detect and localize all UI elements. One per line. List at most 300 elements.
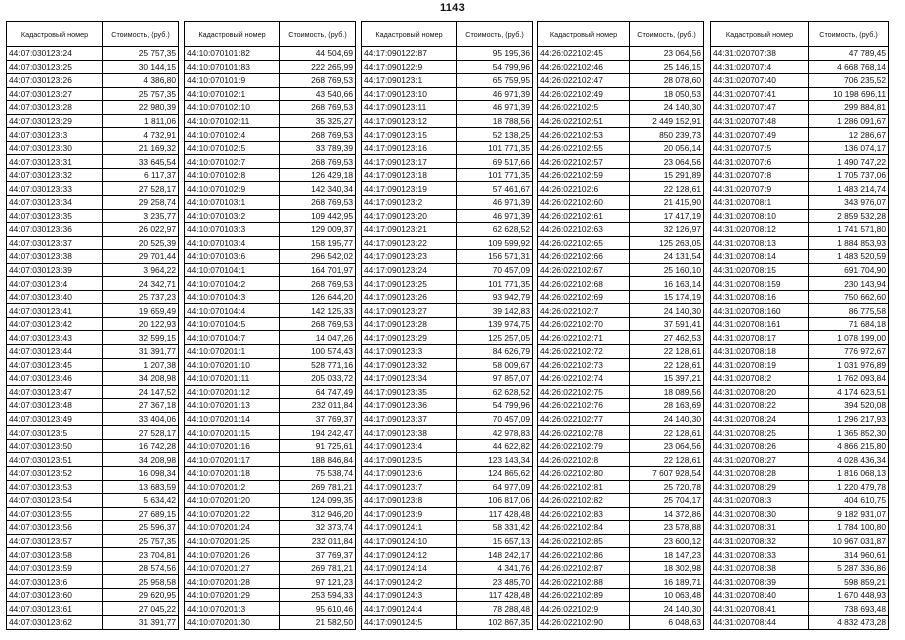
cadastral-number: 44:07:030123:52	[7, 466, 103, 480]
cadastral-number: 44:26:022102:46	[538, 60, 630, 74]
table-row	[711, 615, 889, 629]
table-row	[362, 615, 533, 629]
cost-table-3	[361, 21, 533, 630]
cost-value: 222 265,99	[280, 60, 356, 74]
cadastral-header: Кадастровый номер	[538, 22, 630, 47]
table-row	[362, 494, 533, 508]
cost-value: 15 397,21	[630, 372, 704, 386]
table-row	[362, 507, 533, 521]
cost-value: 296 542,02	[280, 250, 356, 264]
cost-value: 20 056,14	[630, 141, 704, 155]
table-row	[362, 74, 533, 88]
cadastral-number: 44:17:090123:7	[362, 480, 457, 494]
cost-value: 91 725,61	[280, 439, 356, 453]
cadastral-number: 44:26:022102:75	[538, 385, 630, 399]
cadastral-number: 44:17:090123:1	[362, 74, 457, 88]
cadastral-number: 44:17:090123:18	[362, 168, 457, 182]
cadastral-number: 44:17:090124:3	[362, 588, 457, 602]
cost-value: 25 160,10	[630, 263, 704, 277]
cost-value: 29 620,95	[103, 588, 179, 602]
table-row	[362, 521, 533, 535]
table-row	[538, 494, 704, 508]
cost-value: 598 859,21	[809, 575, 889, 589]
table-row	[711, 358, 889, 372]
table-row	[362, 223, 533, 237]
cost-value: 27 528,17	[103, 426, 179, 440]
cost-value: 205 033,72	[280, 372, 356, 386]
cadastral-number: 44:17:090123:34	[362, 372, 457, 386]
cadastral-number: 44:07:030123:44	[7, 345, 103, 359]
table-row	[362, 385, 533, 399]
table-row	[538, 615, 704, 629]
cost-value: 4 732,91	[103, 128, 179, 142]
cost-value: 32 599,15	[103, 331, 179, 345]
cost-value: 268 769,53	[280, 317, 356, 331]
table-row	[711, 155, 889, 169]
cadastral-number: 44:31:020708:38	[711, 561, 809, 575]
cadastral-number: 44:07:030123:25	[7, 60, 103, 74]
cadastral-number: 44:07:030123:43	[7, 331, 103, 345]
cost-value: 691 704,90	[809, 263, 889, 277]
cadastral-number: 44:26:022102:9	[538, 602, 630, 616]
table-row	[7, 290, 179, 304]
cadastral-number: 44:07:030123:5	[7, 426, 103, 440]
cost-value: 268 769,53	[280, 101, 356, 115]
cost-value: 126 429,18	[280, 168, 356, 182]
cost-value: 158 195,77	[280, 236, 356, 250]
cadastral-number: 44:07:030123:53	[7, 480, 103, 494]
cost-value: 44 622,82	[457, 439, 533, 453]
cost-value: 269 781,21	[280, 561, 356, 575]
table-row	[185, 345, 356, 359]
cadastral-number: 44:10:070201:26	[185, 548, 280, 562]
table-row	[7, 304, 179, 318]
cost-value: 33 789,39	[280, 141, 356, 155]
table-row	[362, 250, 533, 264]
cadastral-number: 44:07:030123:29	[7, 114, 103, 128]
table-row	[362, 534, 533, 548]
cadastral-number: 44:17:090124:12	[362, 548, 457, 562]
table-row	[362, 331, 533, 345]
table-row	[185, 412, 356, 426]
table-row	[7, 412, 179, 426]
cost-value: 109 599,92	[457, 236, 533, 250]
table-row	[362, 277, 533, 291]
cost-value: 32 126,97	[630, 223, 704, 237]
cost-value: 27 689,15	[103, 507, 179, 521]
table-row	[711, 412, 889, 426]
cost-value: 142 340,34	[280, 182, 356, 196]
cadastral-number: 44:10:070201:22	[185, 507, 280, 521]
cadastral-number: 44:10:070201:13	[185, 399, 280, 413]
table-row	[711, 534, 889, 548]
table-row	[711, 372, 889, 386]
table-row	[538, 155, 704, 169]
cadastral-number: 44:17:090123:8	[362, 494, 457, 508]
table-row	[7, 507, 179, 521]
cost-value: 109 442,95	[280, 209, 356, 223]
table-row	[538, 141, 704, 155]
cadastral-number: 44:07:030123:48	[7, 399, 103, 413]
cadastral-number: 44:31:020707:41	[711, 87, 809, 101]
cadastral-number: 44:10:070102:5	[185, 141, 280, 155]
table-row	[711, 47, 889, 61]
cadastral-number: 44:07:030123:33	[7, 182, 103, 196]
cost-value: 65 759,95	[457, 74, 533, 88]
cadastral-number: 44:17:090123:12	[362, 114, 457, 128]
table-row	[362, 141, 533, 155]
cadastral-number: 44:10:070104:7	[185, 331, 280, 345]
cadastral-number: 44:10:070104:3	[185, 290, 280, 304]
cost-value: 18 050,53	[630, 87, 704, 101]
cadastral-number: 44:17:090123:2	[362, 196, 457, 210]
table-row	[711, 209, 889, 223]
cadastral-number: 44:07:030123:47	[7, 385, 103, 399]
cost-value: 13 683,59	[103, 480, 179, 494]
cadastral-number: 44:31:020708:28	[711, 466, 809, 480]
cost-value: 124 865,62	[457, 466, 533, 480]
cadastral-number: 44:26:022102:53	[538, 128, 630, 142]
table-row	[7, 209, 179, 223]
cadastral-number: 44:17:090123:35	[362, 385, 457, 399]
table-row	[185, 141, 356, 155]
cost-value: 194 242,47	[280, 426, 356, 440]
cadastral-number: 44:31:020708:161	[711, 317, 809, 331]
cadastral-number: 44:10:070201:17	[185, 453, 280, 467]
cadastral-number: 44:17:090124:2	[362, 575, 457, 589]
cost-value: 29 258,74	[103, 196, 179, 210]
table-row	[362, 60, 533, 74]
cost-value: 5 287 336,86	[809, 561, 889, 575]
table-row	[7, 128, 179, 142]
table-row	[538, 223, 704, 237]
header-row	[711, 22, 889, 47]
cost-value: 62 628,52	[457, 385, 533, 399]
cost-value: 706 235,52	[809, 74, 889, 88]
table-row	[362, 399, 533, 413]
table-row	[7, 588, 179, 602]
table-row	[538, 290, 704, 304]
cost-value: 124 099,35	[280, 494, 356, 508]
cadastral-number: 44:26:022102:82	[538, 494, 630, 508]
cadastral-number: 44:26:022102:89	[538, 588, 630, 602]
cost-value: 52 138,25	[457, 128, 533, 142]
table-row	[7, 575, 179, 589]
cost-value: 24 140,30	[630, 304, 704, 318]
table-row	[362, 575, 533, 589]
cadastral-number: 44:07:030123:39	[7, 263, 103, 277]
cadastral-number: 44:31:020708:31	[711, 521, 809, 535]
cost-value: 230 143,94	[809, 277, 889, 291]
table-row	[7, 521, 179, 535]
cadastral-number: 44:07:030123:37	[7, 236, 103, 250]
cost-value: 142 125,33	[280, 304, 356, 318]
table-row	[711, 87, 889, 101]
cost-value: 25 757,35	[103, 47, 179, 61]
cadastral-number: 44:26:022102:83	[538, 507, 630, 521]
cost-value: 269 781,21	[280, 480, 356, 494]
cost-value: 86 775,58	[809, 304, 889, 318]
cost-value: 126 644,20	[280, 290, 356, 304]
cost-value: 1 207,38	[103, 358, 179, 372]
cost-value: 25 757,35	[103, 87, 179, 101]
cost-value: 125 257,05	[457, 331, 533, 345]
cost-value: 26 022,97	[103, 223, 179, 237]
table-row	[185, 507, 356, 521]
table-row	[362, 345, 533, 359]
cost-value: 2 449 152,91	[630, 114, 704, 128]
cadastral-number: 44:17:090124:1	[362, 521, 457, 535]
table-row	[185, 101, 356, 115]
cost-value: 95 195,36	[457, 47, 533, 61]
cost-value: 24 140,30	[630, 602, 704, 616]
table-row	[185, 466, 356, 480]
header-row	[538, 22, 704, 47]
table-row	[7, 358, 179, 372]
cadastral-number: 44:07:030123:57	[7, 534, 103, 548]
cadastral-number: 44:31:020708:15	[711, 263, 809, 277]
table-row	[538, 101, 704, 115]
table-row	[362, 453, 533, 467]
cadastral-number: 44:10:070102:8	[185, 168, 280, 182]
cadastral-number: 44:17:090123:22	[362, 236, 457, 250]
cadastral-number: 44:10:070201:11	[185, 372, 280, 386]
cadastral-number: 44:31:020708:44	[711, 615, 809, 629]
cost-value: 1 811,06	[103, 114, 179, 128]
cadastral-number: 44:31:020707:40	[711, 74, 809, 88]
cost-value: 25 720,78	[630, 480, 704, 494]
cadastral-number: 44:17:090123:3	[362, 345, 457, 359]
table-row	[362, 480, 533, 494]
cost-value: 27 367,18	[103, 399, 179, 413]
cost-value: 156 571,31	[457, 250, 533, 264]
cadastral-number: 44:17:090123:17	[362, 155, 457, 169]
table-row	[185, 426, 356, 440]
cost-value: 4 668 768,14	[809, 60, 889, 74]
page-number: 1143	[439, 2, 466, 14]
cadastral-number: 44:10:070102:11	[185, 114, 280, 128]
cost-value: 46 971,39	[457, 101, 533, 115]
table-row	[538, 548, 704, 562]
table-row	[362, 548, 533, 562]
cost-value: 15 174,19	[630, 290, 704, 304]
cadastral-number: 44:10:070201:2	[185, 480, 280, 494]
cadastral-number: 44:07:030123:56	[7, 521, 103, 535]
table-row	[185, 521, 356, 535]
table-row	[711, 196, 889, 210]
cadastral-number: 44:07:030123:46	[7, 372, 103, 386]
cost-value: 232 011,84	[280, 399, 356, 413]
cost-header: Стоимость, (руб.)	[809, 22, 889, 47]
cost-value: 22 128,61	[630, 358, 704, 372]
table-row	[185, 494, 356, 508]
table-row	[185, 358, 356, 372]
cost-value: 25 146,15	[630, 60, 704, 74]
cadastral-number: 44:10:070201:24	[185, 521, 280, 535]
cost-value: 22 128,61	[630, 453, 704, 467]
cadastral-number: 44:10:070104:2	[185, 277, 280, 291]
cadastral-header: Кадастровый номер	[185, 22, 280, 47]
table-row	[7, 196, 179, 210]
cost-value: 750 662,60	[809, 290, 889, 304]
cadastral-number: 44:26:022102:69	[538, 290, 630, 304]
table-row	[711, 304, 889, 318]
cadastral-number: 44:10:070201:20	[185, 494, 280, 508]
cost-value: 1 784 100,80	[809, 521, 889, 535]
cadastral-number: 44:31:020707:6	[711, 155, 809, 169]
cost-value: 1 483 520,59	[809, 250, 889, 264]
cadastral-number: 44:10:070201:15	[185, 426, 280, 440]
cost-value: 312 946,20	[280, 507, 356, 521]
cost-value: 23 064,56	[630, 155, 704, 169]
table-row	[711, 250, 889, 264]
cost-header: Стоимость, (руб.)	[630, 22, 704, 47]
table-row	[711, 223, 889, 237]
cadastral-number: 44:17:090123:28	[362, 317, 457, 331]
cadastral-number: 44:17:090123:37	[362, 412, 457, 426]
cost-value: 23 064,56	[630, 47, 704, 61]
cost-value: 125 263,05	[630, 236, 704, 250]
cadastral-number: 44:26:022102:8	[538, 453, 630, 467]
cadastral-number: 44:26:022102:55	[538, 141, 630, 155]
cadastral-number: 44:07:030123:36	[7, 223, 103, 237]
cost-table-1	[6, 21, 179, 630]
cost-value: 528 771,16	[280, 358, 356, 372]
table-row	[185, 168, 356, 182]
cost-value: 2 859 532,28	[809, 209, 889, 223]
cost-value: 25 757,35	[103, 534, 179, 548]
table-row	[362, 602, 533, 616]
table-row	[711, 399, 889, 413]
cadastral-number: 44:17:090124:14	[362, 561, 457, 575]
cadastral-number: 44:10:070201:28	[185, 575, 280, 589]
cost-value: 46 971,39	[457, 87, 533, 101]
table-row	[185, 480, 356, 494]
cost-value: 101 771,35	[457, 168, 533, 182]
table-row	[711, 128, 889, 142]
cost-header: Стоимость, (руб.)	[457, 22, 533, 47]
table-row	[362, 263, 533, 277]
cadastral-number: 44:31:020708:13	[711, 236, 809, 250]
table-row	[711, 263, 889, 277]
cost-value: 299 884,81	[809, 101, 889, 115]
table-row	[538, 60, 704, 74]
cost-value: 24 131,54	[630, 250, 704, 264]
cost-value: 24 140,30	[630, 412, 704, 426]
cadastral-number: 44:26:022102:80	[538, 466, 630, 480]
table-row	[538, 466, 704, 480]
table-row	[185, 385, 356, 399]
cost-value: 1 884 853,93	[809, 236, 889, 250]
table-row	[185, 588, 356, 602]
cost-value: 14 047,26	[280, 331, 356, 345]
cost-value: 18 788,56	[457, 114, 533, 128]
cost-value: 35 325,27	[280, 114, 356, 128]
cost-value: 22 128,61	[630, 426, 704, 440]
table-row	[538, 277, 704, 291]
table-row	[7, 317, 179, 331]
cost-value: 32 373,74	[280, 521, 356, 535]
cost-value: 27 045,22	[103, 602, 179, 616]
cost-value: 23 578,88	[630, 521, 704, 535]
cadastral-number: 44:31:020708:39	[711, 575, 809, 589]
cadastral-number: 44:31:020707:49	[711, 128, 809, 142]
cadastral-number: 44:17:090124:5	[362, 615, 457, 629]
cost-value: 12 286,67	[809, 128, 889, 142]
table-row	[7, 101, 179, 115]
table-row	[362, 236, 533, 250]
table-row	[538, 304, 704, 318]
table-row	[538, 47, 704, 61]
cadastral-number: 44:31:020708:20	[711, 385, 809, 399]
table-row	[538, 439, 704, 453]
table-row	[538, 236, 704, 250]
cadastral-number: 44:26:022102:70	[538, 317, 630, 331]
cadastral-number: 44:26:022102:51	[538, 114, 630, 128]
cost-value: 7 607 928,54	[630, 466, 704, 480]
cost-header: Стоимость, (руб.)	[103, 22, 179, 47]
cadastral-number: 44:17:090123:24	[362, 263, 457, 277]
cadastral-number: 44:31:020708:1	[711, 196, 809, 210]
cadastral-number: 44:26:022102:71	[538, 331, 630, 345]
table-row	[362, 196, 533, 210]
table-row	[711, 548, 889, 562]
cost-header: Стоимость, (руб.)	[280, 22, 356, 47]
cadastral-number: 44:10:070102:4	[185, 128, 280, 142]
cadastral-number: 44:07:030123:61	[7, 602, 103, 616]
cost-value: 738 693,48	[809, 602, 889, 616]
cost-value: 21 415,90	[630, 196, 704, 210]
table-row	[362, 290, 533, 304]
cost-value: 33 645,54	[103, 155, 179, 169]
table-row	[711, 426, 889, 440]
table-row	[538, 358, 704, 372]
table-row	[711, 60, 889, 74]
cadastral-number: 44:31:020708:24	[711, 412, 809, 426]
table-row	[7, 141, 179, 155]
table-row	[538, 561, 704, 575]
cadastral-number: 44:07:030123:59	[7, 561, 103, 575]
cost-value: 1 031 976,89	[809, 358, 889, 372]
cost-value: 117 428,48	[457, 588, 533, 602]
cadastral-number: 44:26:022102:49	[538, 87, 630, 101]
cadastral-number: 44:10:070201:25	[185, 534, 280, 548]
table-row	[711, 74, 889, 88]
cost-value: 69 517,66	[457, 155, 533, 169]
cadastral-number: 44:26:022102:74	[538, 372, 630, 386]
cost-value: 123 143,34	[457, 453, 533, 467]
cost-value: 39 142,83	[457, 304, 533, 318]
cadastral-number: 44:17:090123:25	[362, 277, 457, 291]
cost-value: 4 341,76	[457, 561, 533, 575]
cadastral-number: 44:31:020707:47	[711, 101, 809, 115]
table-row	[185, 87, 356, 101]
cost-value: 27 462,53	[630, 331, 704, 345]
cadastral-number: 44:07:030123:32	[7, 168, 103, 182]
table-row	[711, 439, 889, 453]
cost-value: 100 574,43	[280, 345, 356, 359]
cost-value: 6 117,37	[103, 168, 179, 182]
cost-value: 22 128,61	[630, 345, 704, 359]
table-row	[362, 209, 533, 223]
table-row	[7, 453, 179, 467]
table-row	[538, 521, 704, 535]
cadastral-number: 44:07:030123:3	[7, 128, 103, 142]
table-row	[711, 114, 889, 128]
cost-value: 106 817,06	[457, 494, 533, 508]
cost-value: 268 769,53	[280, 128, 356, 142]
table-row	[185, 277, 356, 291]
